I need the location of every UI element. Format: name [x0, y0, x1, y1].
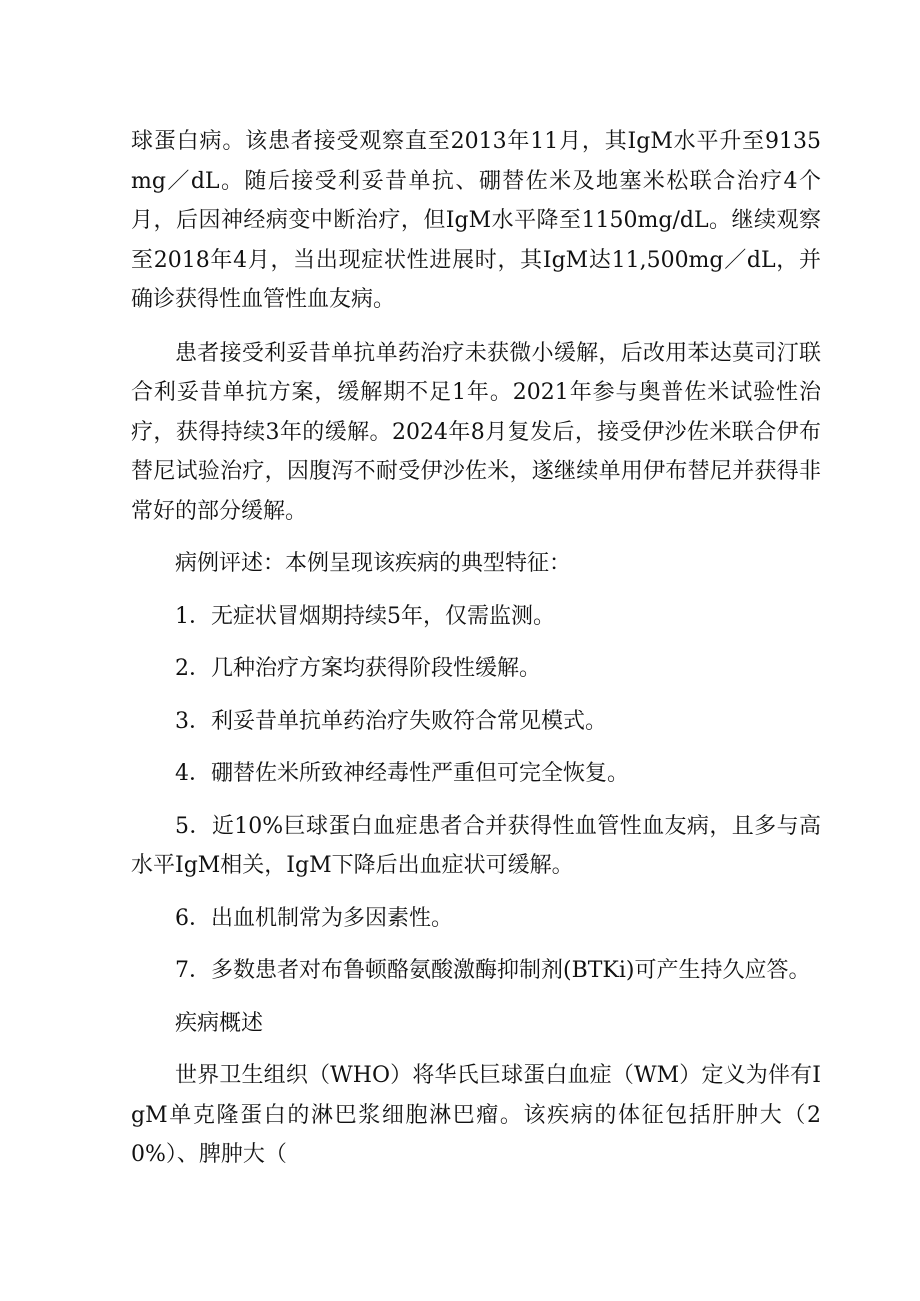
- paragraph-overview: 世界卫生组织（WHO）将华氏巨球蛋白血症（WM）定义为伴有IgM单克隆蛋白的淋巴浆细胞淋巴瘤。该疾病的体征包括肝肿大（20%）、脾肿大（: [131, 1063, 821, 1167]
- list-item-feature-1: 1．无症状冒烟期持续5年，仅需监测。: [175, 603, 555, 629]
- document-body: [131, 122, 821, 1175]
- case-review-heading: 病例评述：本例呈现该疾病的典型特征：: [175, 551, 572, 576]
- list-item-feature-7: 7．多数患者对布鲁顿酪氨酸激酶抑制剂(BTKi)可产生持久应答。: [175, 958, 811, 983]
- list-item-feature-2: 2．几种治疗方案均获得阶段性缓解。: [175, 656, 541, 681]
- list-item-feature-4: 4．硼替佐米所致神经毒性严重但可完全恢复。: [175, 761, 629, 786]
- list-item-feature-6: 6．出血机制常为多因素性。: [175, 905, 453, 931]
- section-heading-overview: 疾病概述: [175, 1010, 264, 1036]
- paragraph-case-history-2: 患者接受利妥昔单抗单药治疗未获微小缓解，后改用苯达莫司汀联合利妥昔单抗方案，缓解期不足1年。2021年参与奥普佐米试验性治疗，获得持续3年的缓解。2024年8月复发后，接受伊沙佐米联合伊布替尼试验治疗，因腹泻不耐受伊沙佐米，遂继续单用伊布替尼并获得非常好的部分缓解。: [131, 340, 821, 524]
- list-item-feature-3: 3．利妥昔单抗单药治疗失败符合常见模式。: [175, 708, 607, 734]
- paragraph-case-history-1: 球蛋白病。该患者接受观察直至2013年11月，其IgM水平升至9135mg／dL。随后接受利妥昔单抗、硼替佐米及地塞米松联合治疗4个月，后因神经病变中断治疗，但IgM水平降至1150mg/dL。继续观察至2018年4月，当出现症状性进展时，其IgM达11,500mg／dL，并确诊获得性血管性血友病。: [131, 129, 821, 312]
- list-item-feature-5: 5．近10%巨球蛋白血症患者合并获得性血管性血友病，且多与高水平IgM相关，IgM下降后出血症状可缓解。: [131, 813, 821, 878]
